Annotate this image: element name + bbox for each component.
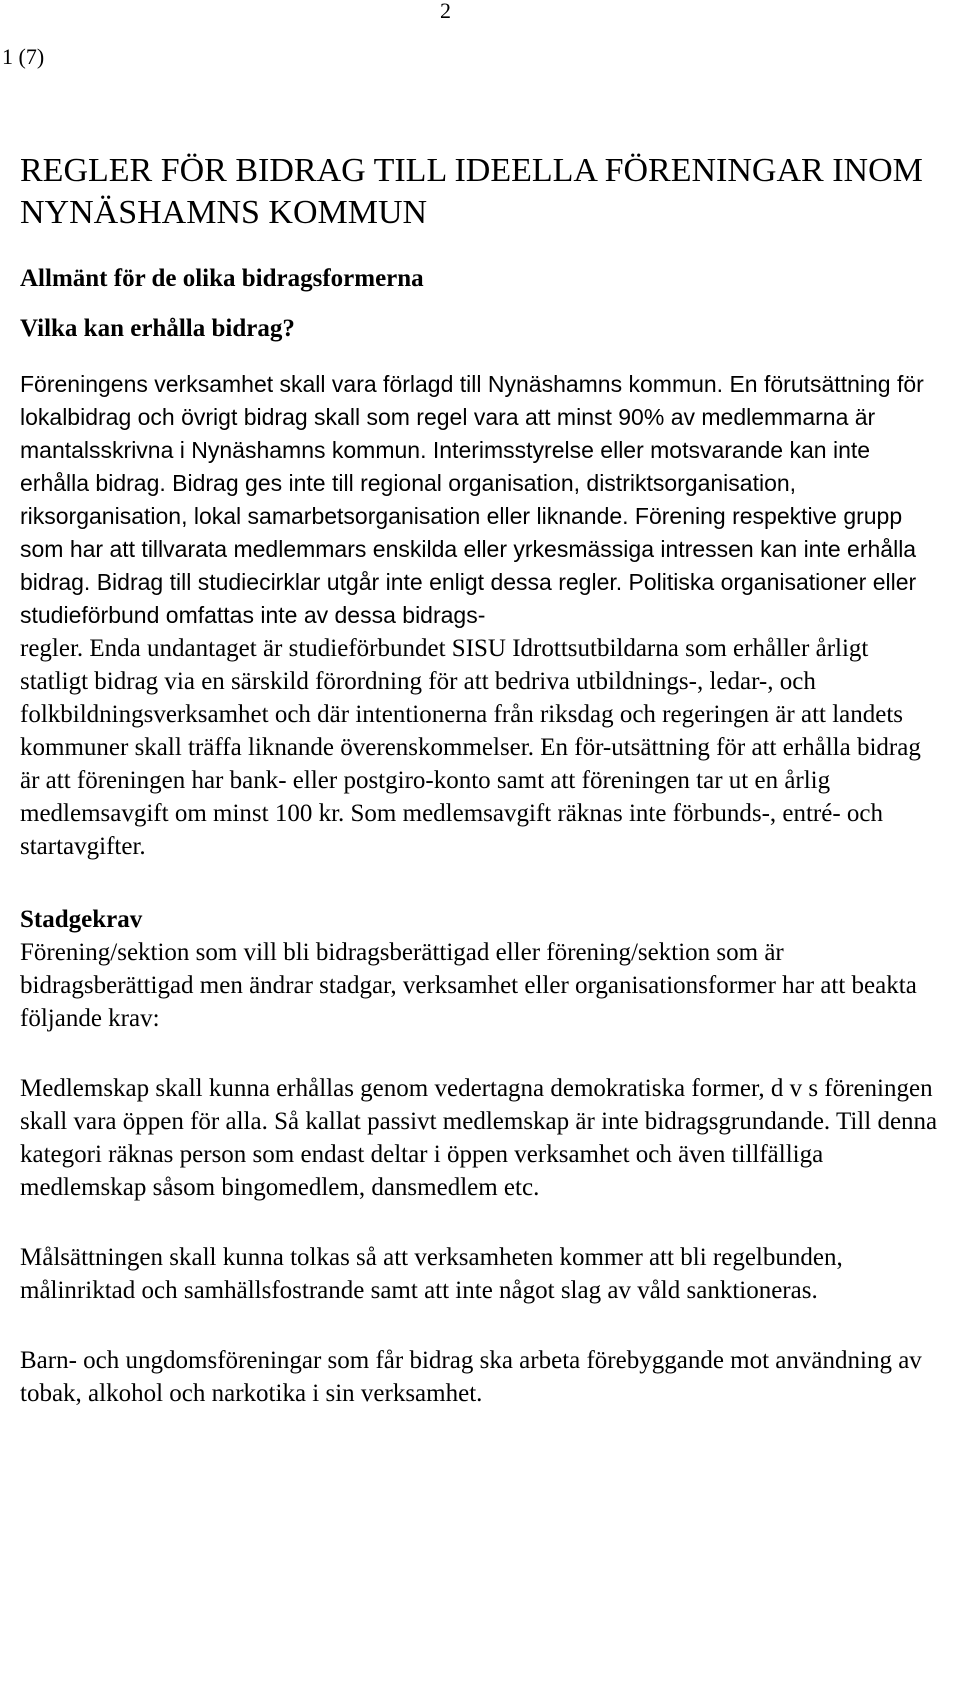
paragraph-youth-prevention: Barn- och ungdomsföreningar som får bidrag ska arbeta förebyggande mot användning av tobak, alkohol och narkotika i sin verksamhet. [20,1347,922,1407]
paragraph-statutes: Förening/sektion som vill bli bidragsberättigad eller förening/sektion som är bidragsberättigad men ändrar stadgar, verksamhet eller organisationsformer har att beakta följande krav: [20,939,917,1032]
document-title: REGLER FÖR BIDRAG TILL IDEELLA FÖRENINGAR INOM NYNÄSHAMNS KOMMUN [20,152,923,231]
paragraph-eligibility-continued: regler. Enda undantaget är studieförbundet SISU Idrottsutbildarna som erhåller årligt statligt bidrag via en särskild förordning för att bedriva utbildnings-, ledar-, och folkbildningsverksamhet och där intentionerna från riksdag och regeringen är att landets kommuner skall träffa liknande överenskommelser. En för-utsättning för att erhålla bidrag är att föreningen har bank- eller postgiro-konto samt att föreningen tar ut en årlig medlemsavgift om minst 100 kr. Som medlemsavgift räknas inte förbunds-, entré- och startavgifter. [20,635,921,860]
page-count: 1 (7) [2,44,45,69]
page-number: 2 [440,0,451,23]
document-body [20,150,940,1410]
paragraph-goals: Målsättningen skall kunna tolkas så att verksamheten kommer att bli regelbunden, målinriktad och samhällsfostrande samt att inte något slag av våld sanktioneras. [20,1244,843,1304]
section-heading-statutes: Stadgekrav [20,906,143,933]
subheading-who-can-receive: Vilka kan erhålla bidrag? [20,315,295,342]
paragraph-membership: Medlemskap skall kunna erhållas genom vedertagna demokratiska former, d v s föreningen skall vara öppen för alla. Så kallat passivt medlemskap är inte bidragsgrundande. Till denna kategori räknas person som endast deltar i öppen verksamhet och även tillfälliga medlemskap såsom bingomedlem, dansmedlem etc. [20,1075,938,1201]
paragraph-eligibility: Föreningens verksamhet skall vara förlagd till Nynäshamns kommun. En förutsättning för lokalbidrag och övrigt bidrag skall som regel vara att minst 90% av medlemmarna är mantalsskrivna i Nynäshamns kommun. Interimsstyrelse eller motsvarande kan inte erhålla bidrag. Bidrag ges inte till regional organisation, distriktsorganisation, riksorganisation, lokal samarbetsorganisation eller liknande. Förening respektive grupp som har att tillvarata medlemmars enskilda eller yrkesmässiga intressen kan inte erhålla bidrag. Bidrag till studiecirklar utgår inte enligt dessa regler. Politiska organisationer eller studieförbund omfattas inte av dessa bidrags- [20,371,924,628]
subheading-general: Allmänt för de olika bidragsformerna [20,265,424,292]
